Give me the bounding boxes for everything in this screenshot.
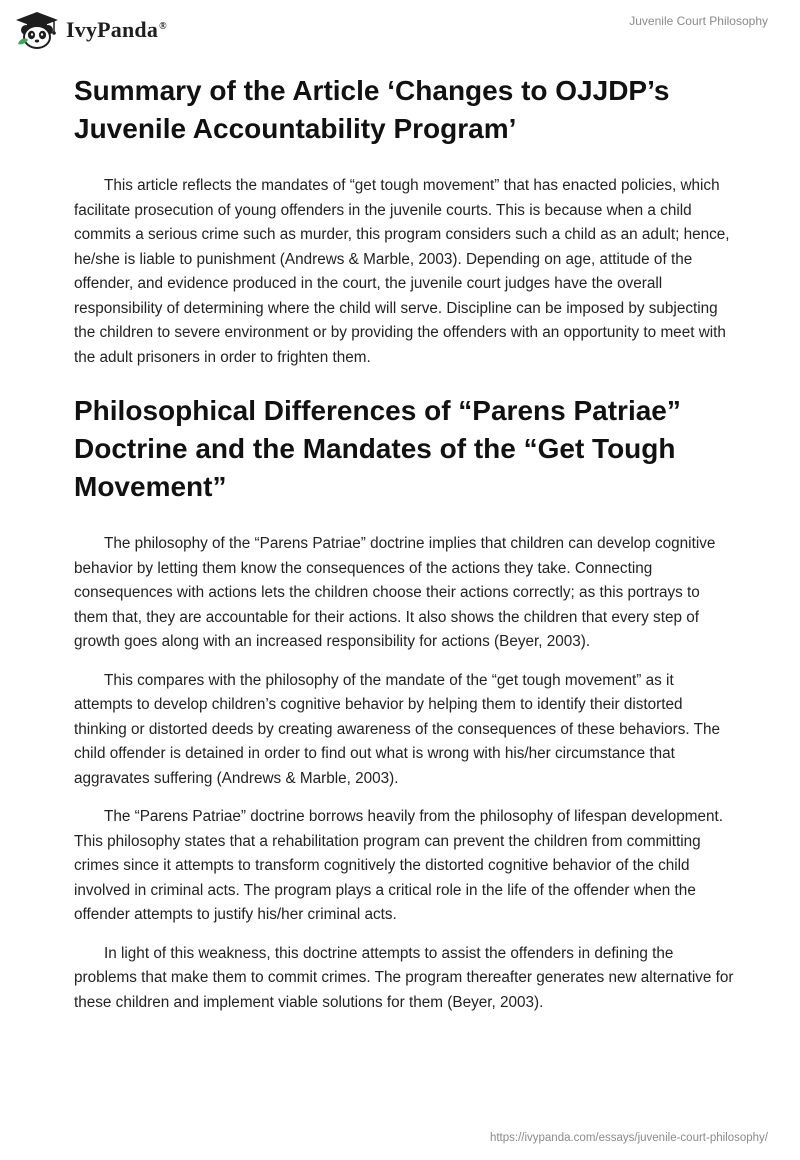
registered-mark: ® — [159, 20, 167, 32]
brand-name — [66, 17, 167, 43]
paragraph: The “Parens Patriae” doctrine borrows heavily from the philosophy of lifespan development. This philosophy states that a rehabilitation program can prevent the children from committing crimes since it attempts to transform cognitively the distorted cognitive behavior of the child involved in criminal acts. The program plays a critical role in the life of the offender when the offender attempts to justify his/her criminal acts. — [74, 808, 723, 923]
panda-graduate-icon — [14, 10, 60, 50]
section-heading-differences: Philosophical Differences of “Parens Patriae” Doctrine and the Mandates of the “Get Tough Movement” — [74, 395, 681, 502]
page-header — [0, 0, 800, 60]
paragraph: In light of this weakness, this doctrine attempts to assist the offenders in defining the problems that make them to commit crimes. The program thereafter generates new alternative for these children and implement viable solutions for them (Beyer, 2003). — [74, 944, 734, 1011]
document-title: Juvenile Court Philosophy — [629, 14, 768, 28]
paragraph: The philosophy of the “Parens Patriae” doctrine implies that children can develop cognitive behavior by letting them know the consequences of the actions they take. Connecting consequences with actions lets the children choose their actions correctly; as this portrays to them that, they are accountable for their actions. It also shows the children that every step of growth goes along with an increased responsibility for actions (Beyer, 2003). — [74, 535, 716, 650]
paragraph: This article reflects the mandates of “get tough movement” that has enacted policies, which facilitate prosecution of young offenders in the juvenile courts. This is because when a child commits a serious crime such as murder, this program considers such a child as an adult; hence, he/she is liable to punishment (Andrews & Marble, 2003). Depending on age, attitude of the offender, and evidence produced in the court, the juvenile court judges have the overall responsibility of determining where the child will serve. Discipline can be imposed by subjecting the children to severe environment or by providing the offenders with an opportunity to meet with the adult prisoners in order to frighten them. — [74, 177, 730, 366]
brand-logo[interactable] — [14, 10, 167, 50]
article-body — [74, 72, 734, 1015]
section-heading-summary: Summary of the Article ‘Changes to OJJDP’s Juvenile Accountability Program’ — [74, 75, 670, 144]
paragraph: This compares with the philosophy of the mandate of the “get tough movement” as it attempts to develop children’s cognitive behavior by helping them to identify their distorted thinking or distorted deeds by creating awareness of the consequences of these behaviors. The child offender is detained in order to find out what is wrong with his/her circumstance that aggravates suffering (Andrews & Marble, 2003). — [74, 671, 720, 787]
brand-name-text: IvyPanda — [66, 17, 159, 42]
source-url[interactable]: https://ivypanda.com/essays/juvenile-court-philosophy/ — [489, 1132, 768, 1144]
